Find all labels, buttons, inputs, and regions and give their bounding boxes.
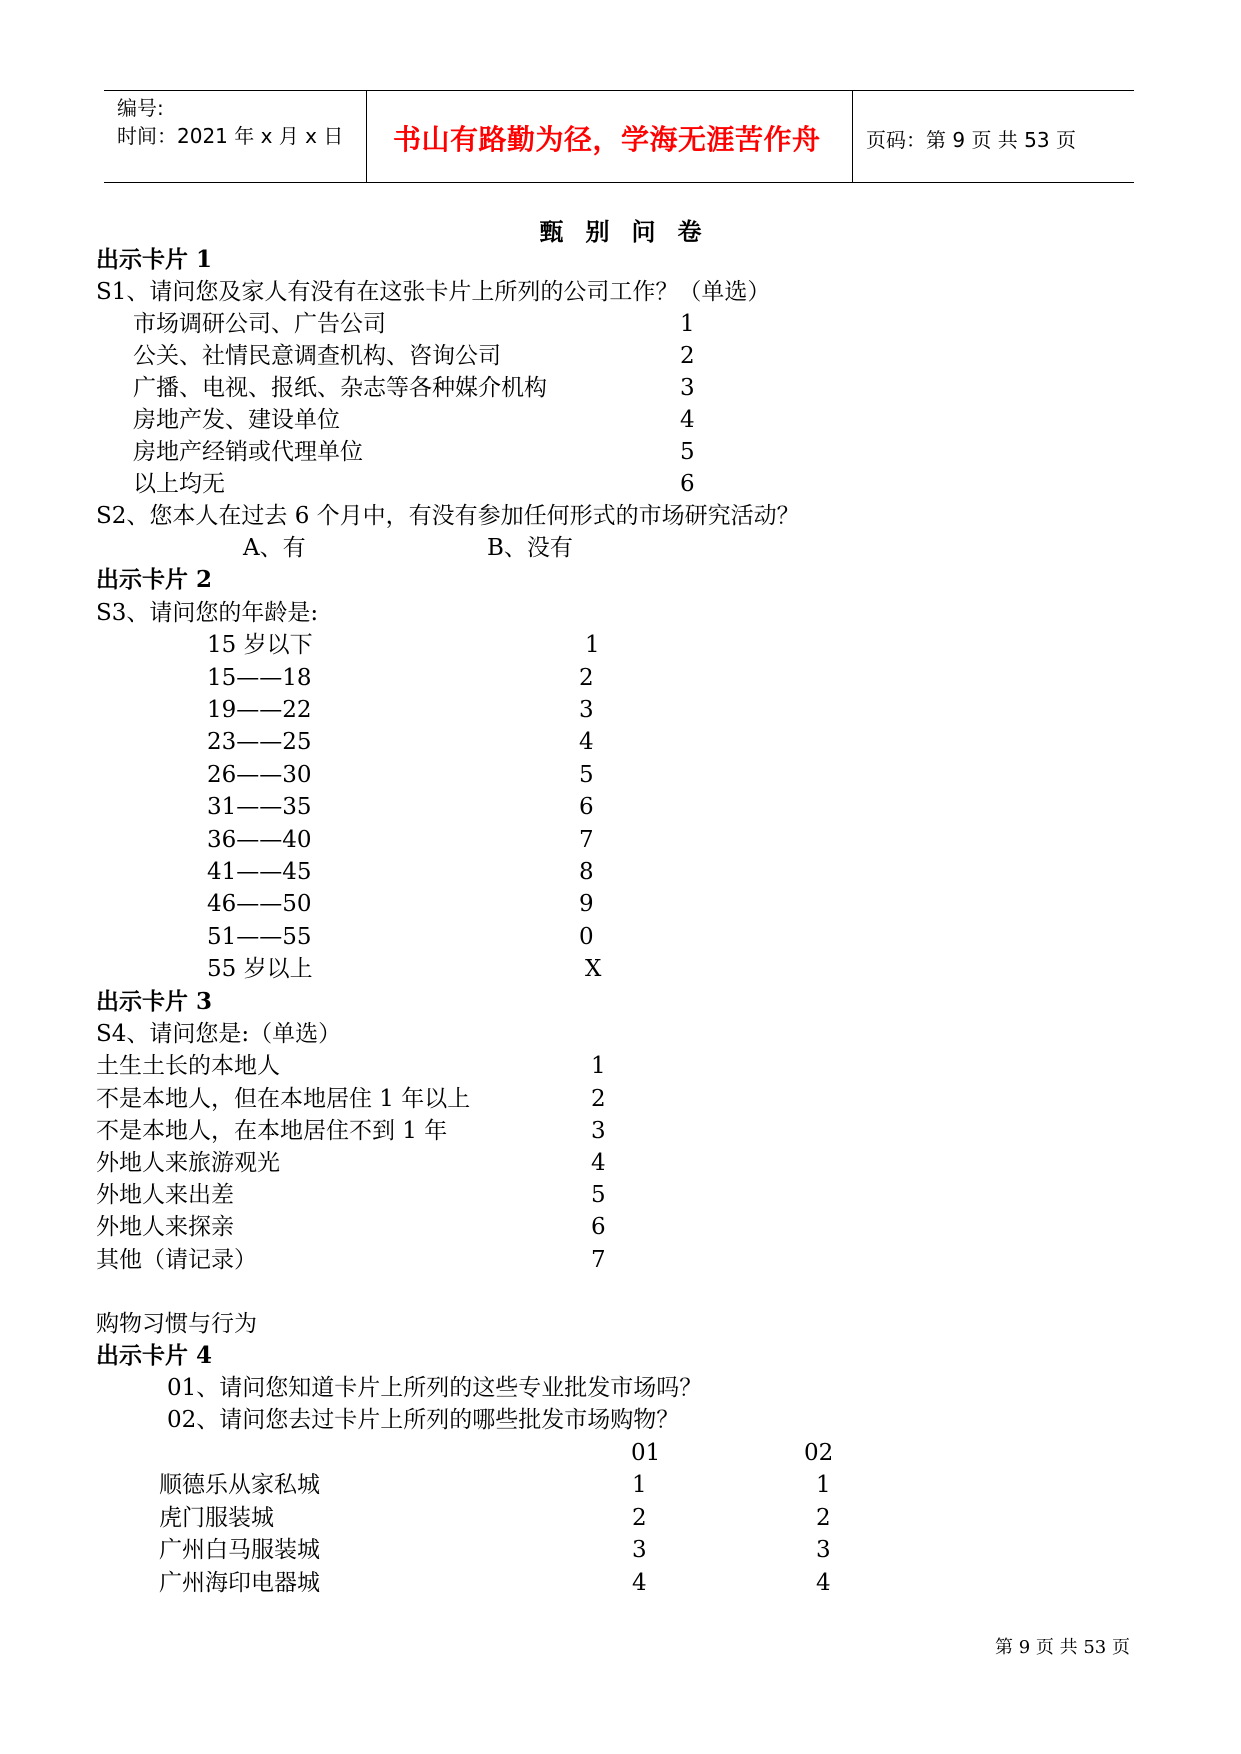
s1-option-label: 房地产发、建设单位	[133, 407, 340, 433]
s3-option-label: 41——45	[207, 859, 312, 885]
s3-option-code: X	[585, 956, 602, 982]
header-top-rule	[104, 90, 1134, 91]
s4-option-code: 3	[591, 1118, 606, 1144]
s1-option-label: 房地产经销或代理单位	[133, 439, 363, 465]
s4-option-code: 5	[591, 1182, 606, 1208]
s4-option-code: 2	[591, 1086, 606, 1112]
s3-option-code: 7	[579, 827, 594, 853]
s4-option-label: 不是本地人，但在本地居住 1 年以上	[96, 1086, 471, 1112]
market-name: 虎门服装城	[159, 1505, 274, 1531]
s1-option-label: 广播、电视、报纸、杂志等各种媒介机构	[133, 375, 547, 401]
market-code-01: 3	[632, 1537, 647, 1563]
s1-option-code: 5	[680, 439, 695, 465]
header-divider-right	[852, 90, 853, 183]
card1-heading: 出示卡片 1	[96, 246, 213, 273]
s3-option-label: 26——30	[207, 762, 312, 788]
market-code-01: 4	[632, 1570, 647, 1596]
market-name: 广州白马服装城	[159, 1537, 320, 1563]
s1-option-code: 1	[680, 311, 695, 337]
market-code-02: 3	[816, 1537, 831, 1563]
s3-option-code: 2	[579, 665, 594, 691]
s3-option-label: 55 岁以上	[207, 956, 313, 982]
header-divider-left	[366, 90, 367, 183]
s4-question: S4、请问您是:（单选）	[96, 1021, 342, 1047]
s3-option-label: 23——25	[207, 729, 312, 755]
s3-option-code: 3	[579, 697, 594, 723]
column-header-02: 02	[804, 1440, 834, 1466]
card3-heading: 出示卡片 3	[96, 988, 213, 1015]
market-name: 广州海印电器城	[159, 1570, 320, 1596]
column-header-01: 01	[631, 1440, 661, 1466]
s1-option-code: 6	[680, 471, 695, 497]
s4-option-code: 1	[591, 1053, 606, 1079]
page-title: 甄别问卷	[539, 217, 724, 246]
market-code-02: 4	[816, 1570, 831, 1596]
card2-heading: 出示卡片 2	[96, 566, 213, 593]
market-name: 顺德乐从家私城	[159, 1472, 320, 1498]
market-code-02: 2	[816, 1505, 831, 1531]
q01-question: 01、请问您知道卡片上所列的这些专业批发市场吗？	[167, 1375, 703, 1401]
s1-option-code: 3	[680, 375, 695, 401]
s3-option-label: 19——22	[207, 697, 312, 723]
s3-option-code: 1	[585, 632, 600, 658]
s3-option-code: 6	[579, 794, 594, 820]
s4-option-label: 外地人来出差	[96, 1182, 234, 1208]
s1-option-code: 2	[680, 343, 695, 369]
s3-option-label: 51——55	[207, 924, 312, 950]
s3-option-label: 31——35	[207, 794, 312, 820]
s4-option-label: 其他（请记录）	[96, 1247, 257, 1273]
s3-option-label: 15 岁以下	[207, 632, 313, 658]
s1-question: S1、请问您及家人有没有在这张卡片上所列的公司工作？（单选）	[96, 279, 771, 305]
s3-option-code: 0	[579, 924, 594, 950]
s4-option-label: 外地人来旅游观光	[96, 1150, 280, 1176]
s3-option-code: 9	[579, 891, 594, 917]
s3-question: S3、请问您的年龄是:	[96, 600, 319, 626]
market-code-01: 1	[632, 1472, 647, 1498]
q02-question: 02、请问您去过卡片上所列的哪些批发市场购物？	[167, 1407, 680, 1433]
header-motto: 书山有路勤为径，学海无涯苦作舟	[393, 123, 821, 156]
s4-option-code: 6	[591, 1214, 606, 1240]
market-code-01: 2	[632, 1505, 647, 1531]
section-title: 购物习惯与行为	[96, 1311, 257, 1337]
s2-option-a: A、有	[243, 535, 306, 561]
s2-question: S2、您本人在过去 6 个月中，有没有参加任何形式的市场研究活动？	[96, 503, 800, 529]
s1-option-code: 4	[680, 407, 695, 433]
s4-option-label: 不是本地人，在本地居住不到 1 年	[96, 1118, 448, 1144]
s3-option-code: 5	[579, 762, 594, 788]
header-number-label: 编号:	[117, 96, 164, 120]
s4-option-label: 土生土长的本地人	[96, 1053, 280, 1079]
s3-option-code: 4	[579, 729, 594, 755]
s1-option-label: 以上均无	[133, 471, 225, 497]
s4-option-code: 4	[591, 1150, 606, 1176]
s3-option-label: 36——40	[207, 827, 312, 853]
s4-option-code: 7	[591, 1247, 606, 1273]
s1-option-label: 公关、社情民意调查机构、咨询公司	[133, 343, 501, 369]
market-code-02: 1	[816, 1472, 831, 1498]
s3-option-code: 8	[579, 859, 594, 885]
header-time-label: 时间：2021 年 x 月 x 日	[117, 124, 344, 148]
s1-option-label: 市场调研公司、广告公司	[133, 311, 386, 337]
page-footer: 第 9 页 共 53 页	[995, 1637, 1130, 1658]
s2-option-b: B、没有	[487, 535, 573, 561]
s3-option-label: 46——50	[207, 891, 312, 917]
s4-option-label: 外地人来探亲	[96, 1214, 234, 1240]
header-page-label: 页码：第 9 页 共 53 页	[866, 128, 1076, 152]
s3-option-label: 15——18	[207, 665, 312, 691]
card4-heading: 出示卡片 4	[96, 1342, 213, 1369]
header-bottom-rule	[104, 182, 1134, 183]
